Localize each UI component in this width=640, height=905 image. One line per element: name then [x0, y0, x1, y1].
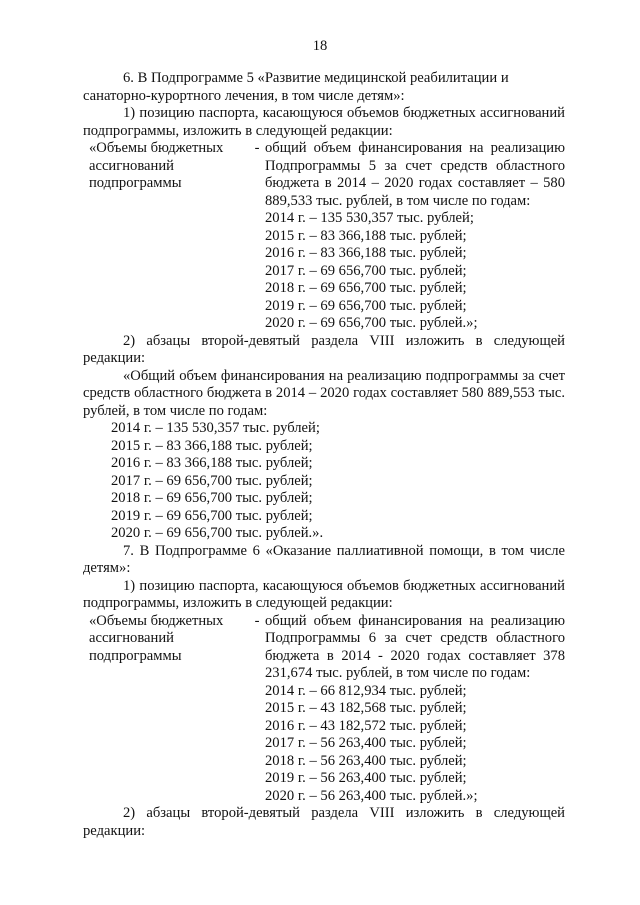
section6-passport-year: 2020 г. – 69 656,700 тыс. рублей.»;	[265, 315, 478, 331]
section7-passport-dash: -	[254, 612, 260, 629]
section6-heading-line1: 6. В Подпрограмме 5 «Развитие медицинской реабилитации и	[123, 70, 509, 86]
section6-item1: 1) позицию паспорта, касающуюся объемов бюджетных ассигнований подпрограммы, изложить в следующей редакции:	[83, 105, 565, 139]
section7-passport-year: 2016 г. – 43 182,572 тыс. рублей;	[265, 717, 467, 734]
section6-body-year: 2014 г. – 135 530,357 тыс. рублей;	[111, 420, 320, 436]
section6-passport-year: 2019 г. – 69 656,700 тыс. рублей;	[265, 297, 467, 314]
section7-item2: 2) абзацы второй-девятый раздела VIII изложить в следующей редакции:	[83, 805, 565, 839]
section7-passport-value	[265, 613, 565, 806]
section6-body-year: 2018 г. – 69 656,700 тыс. рублей;	[111, 490, 313, 506]
section6-body-text: «Общий объем финансирования на реализацию подпрограммы за счет средств областного бюджета в 2014 – 2020 годах составляет 580 889,553 тыс. рублей, в том числе по годам:	[83, 367, 565, 419]
section6-item2: 2) абзацы второй-девятый раздела VIII изложить в следующей редакции:	[83, 332, 565, 366]
section6-body-year: 2017 г. – 69 656,700 тыс. рублей;	[111, 472, 313, 489]
section7-passport-year: 2019 г. – 56 263,400 тыс. рублей;	[265, 770, 467, 786]
section7-item1: 1) позицию паспорта, касающуюся объемов бюджетных ассигнований подпрограммы, изложить в следующей редакции:	[83, 577, 565, 611]
section6-passport-year: 2017 г. – 69 656,700 тыс. рублей;	[265, 262, 467, 279]
section7-passport-year: 2018 г. – 56 263,400 тыс. рублей;	[265, 752, 467, 769]
section6-passport-year: 2018 г. – 69 656,700 тыс. рублей;	[265, 280, 467, 296]
section6-passport-text: общий объем финансирования на реализацию Подпрограммы 5 за счет средств областного бюджета в 2014 – 2020 годах составляет – 580 889,533 тыс. рублей, в том числе по годам:	[265, 140, 565, 209]
section7-passport-year: 2014 г. – 66 812,934 тыс. рублей;	[265, 682, 467, 699]
document-body	[83, 70, 565, 840]
section7-passport-text: общий объем финансирования на реализацию Подпрограммы 6 за счет средств областного бюджета в 2014 - 2020 годах составляет 378 231,674 тыс. рублей, в том числе по годам:	[265, 612, 565, 681]
section6-body-year: 2015 г. – 83 366,188 тыс. рублей;	[111, 437, 313, 454]
section6-body-years	[83, 420, 565, 543]
section6-passport-dash: -	[254, 140, 260, 156]
section7-passport-table	[83, 613, 565, 806]
section6-passport-year: 2016 г. – 83 366,188 тыс. рублей;	[265, 245, 467, 261]
section6-passport-table	[83, 140, 565, 333]
section6-body-year: 2016 г. – 83 366,188 тыс. рублей;	[111, 455, 313, 471]
section7-heading: 7. В Подпрограмме 6 «Оказание паллиативной помощи, в том числе детям»:	[83, 542, 565, 576]
section6-heading-line2: санаторно-курортного лечения, в том числе детям»:	[83, 87, 405, 104]
section6-body-year: 2020 г. – 69 656,700 тыс. рублей.».	[111, 525, 324, 541]
section6-passport-year: 2014 г. – 135 530,357 тыс. рублей;	[265, 210, 474, 226]
page-number: 18	[312, 38, 328, 54]
section6-body-year: 2019 г. – 69 656,700 тыс. рублей;	[111, 507, 313, 524]
section6-passport-value	[265, 140, 565, 333]
section6-passport-year: 2015 г. – 83 366,188 тыс. рублей;	[265, 227, 467, 244]
section7-passport-label: «Объемы бюджетных ассигнований подпрограммы	[89, 612, 224, 664]
section6-passport-label: «Объемы бюджетных ассигнований подпрограммы	[89, 140, 224, 191]
section7-passport-year: 2020 г. – 56 263,400 тыс. рублей.»;	[265, 787, 478, 804]
section7-passport-year: 2015 г. – 43 182,568 тыс. рублей;	[265, 700, 467, 716]
section7-passport-year: 2017 г. – 56 263,400 тыс. рублей;	[265, 735, 467, 751]
